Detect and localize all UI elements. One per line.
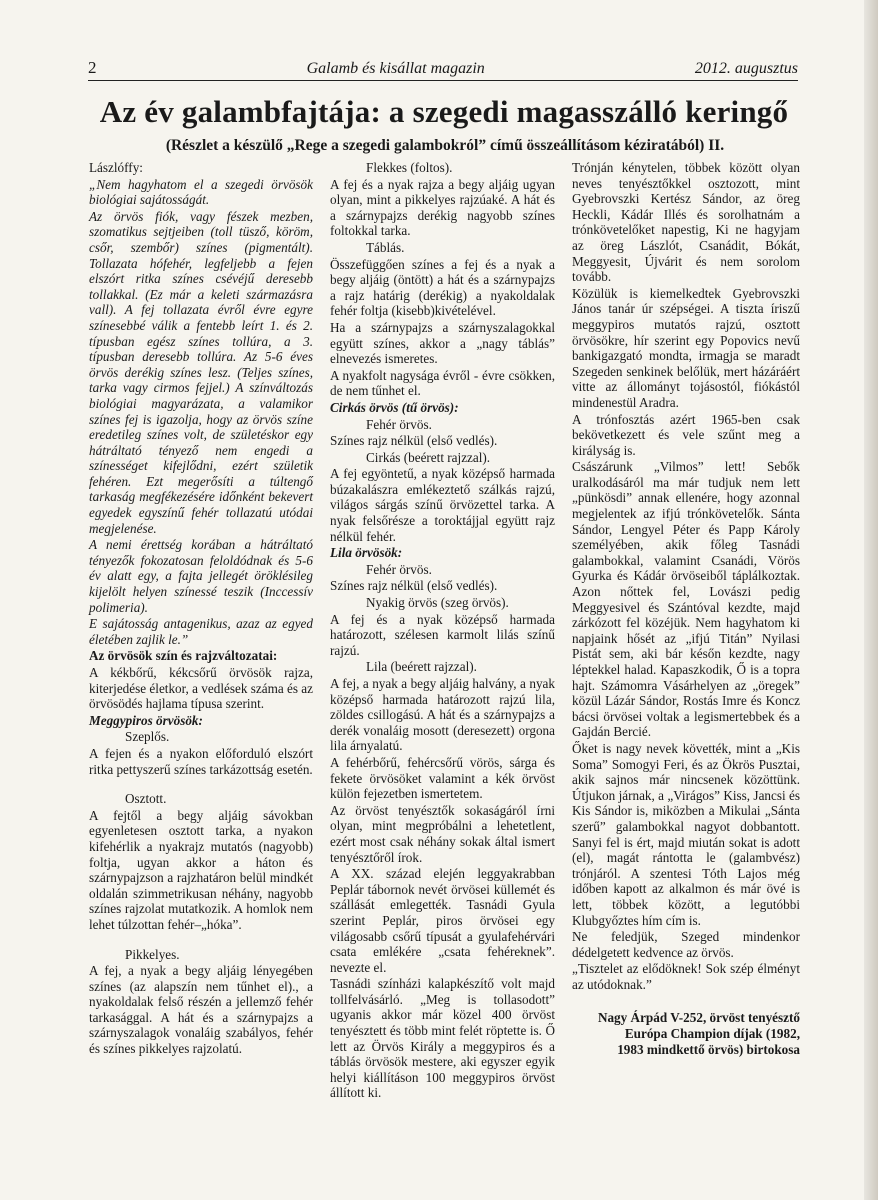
header-rule: [88, 80, 798, 81]
section-heading: Az örvösök szín és rajzváltozatai:: [89, 648, 278, 664]
issue-date: 2012. augusztus: [694, 60, 798, 77]
paragraph: Császárunk „Vilmos” lett! Sebők uralkodásáról ma már tudjuk nem lett „pünkösdi” annak ellenére, hogy azonnal megjelentek az ifjú trónkövetelők. Sánta Sándor, Lengyel Péter és Papp Károly személyében, akik főleg Tasnádi galambokkal, valamint Csanádi, Vörös Gyurka és Kádár örvöseiből táplálkoztak. Azon nőttek fel, Lovászi pedig Meggyesivel és Szántóval kezdte, majd zárkózott fel közéjük. Nem hagyhatom ki napjaink hősét az „ifjú Titán” Nyilasi Pistát sem, aki bár későn kezdte, nagy léptekkel halad. Kapaszkodik, Ő is a topra hajt. Számomra Vásárhelyen az „öregek” közül Lázár Sándor, Rostás Imre és Koncz bácsi örvösei voltak a legismertebbek és a Gajdán Bercié.: [572, 459, 800, 740]
paragraph: Színes rajz nélkül (első vedlés).: [330, 578, 498, 594]
subheading: Fehér örvös.: [366, 416, 432, 432]
paragraph: Az örvös fiók, vagy fészek mezben, szomatikus sejtjeiben (toll tüsző, köröm, csőr, szembőr) színes (pigmentált). Tollazata hófehér, legfeljebb a fejen elszórt ritka színes csévéjű deresebb tollakkal. (Ez már a keleti származásra vall). A fej tollazata évről évre egyre színesebbé válik a fentebb leírt 1. és 2. típusban egész színes tollúra, a 3. típusban deresebb tollúra. Az 5-6 éves örvös derékig színes lesz. (Teljes színes, tarka vagy cirmos fejjel.) A színváltozás biológiai magyarázata, a valamikor színes fej is igazolja, hogy az örvös színe eredetileg színes volt, de születéskor egy hátráltató tényező nem engedi a színességet kifejlődni, ezért születik fehéren. Ezt megerősíti a túltengő tarkaság megfékezésére időnként bekevert egyedek egyszínű fehér tollazatú utódai megjelenése.: [89, 208, 313, 536]
paragraph: A fejtől a begy aljáig sávokban egyenletesen osztott tarka, a nyakon kifehérlik a nyakrajz mutatós (nagyobb) foltja, ugyan akkor a háton és szárnypajzson a rajzhatáron belül mindkét oldalán szimmetrikusan néhány, nagyobb színes rajzolat mutatkozik. A homlok nem lehet túlzottan fehér–„hóka”.: [89, 807, 313, 932]
signature-line: Nagy Árpád V-252, örvöst tenyésztő: [597, 1010, 800, 1026]
paragraph: A kékbőrű, kékcsőrű örvösök rajza, kiterjedése életkor, a vedlések száma és az örvösödés hajlama típusa szerint.: [89, 665, 313, 712]
paragraph: A nyakfolt nagysága évről - évre csökken, de nem tűnhet el.: [330, 367, 555, 399]
paragraph: A fej, a nyak a begy aljáig halvány, a nyak középső harmada határozott rajzú lila, zöldes csillogású. A hát és a szárnypajzs a derék vonaláig mosott (deresezett) orgona lila árnyalatú.: [330, 676, 555, 754]
paragraph: A nemi érettség korában a hátráltató tényezők fokozatosan feloldódnak és 5-6 év alatt egy, a fajta jellegét öröklésileg kijelölt helyen színessé teszik (Inccessív polimeria).: [89, 537, 313, 615]
paragraph: Lászlóffy:: [89, 160, 143, 175]
paragraph: Őket is nagy nevek követték, mint a „Kis Soma” Somogyi Feri, és az Ökrös Pusztai, akik sajnos már nincsenek közöttünk. Útjukon járnak, a „Virágos” Kiss, Jancsi és Kis Sándor is, miközben a Mikulai „Sánta szerű” galambokkal nagyot dobbantott. Sanyi fel is ért, majd miután sokat is adott (el), magát rántotta le (galambvész) trónjáról. A szentesi Tóth Lajos még időben kapott az alkalmon és már övé is lett, többek között, a legutóbbi Klubgyőztes hím cím is.: [572, 740, 800, 928]
page-header: [88, 56, 798, 78]
paragraph: E sajátosság antagenikus, azaz az egyed életében zajlik le.”: [89, 616, 313, 647]
paragraph: Tasnádi színházi kalapkészítő volt majd tollfelvásárló. „Meg is tollasodott” ugyanis akkor már közel 400 örvöst tenyésztett és több mint felét röptette is. Ő lett az Örvös Király a meggypiros és a táblás örvösök mestere, aki egyszer egyik helyi kiállításon 100 meggypiros örvöst állított ki.: [330, 976, 555, 1101]
section-heading: Cirkás örvös (tű örvös):: [330, 399, 459, 415]
paragraph: „Tisztelet az elődöknek! Sok szép élményt az utódoknak.”: [572, 961, 800, 992]
author-signature: [572, 1010, 800, 1058]
paragraph: A fejen és a nyakon előforduló elszórt ritka pettyszerű színes tarkázottság esetén.: [89, 745, 313, 777]
paragraph: A fej és a nyak rajza a begy aljáig ugyan olyan, mint a pikkelyes rajzúaké. A hát és a szárnypajzs derékig nagyobb színes foltokkal tarka.: [330, 176, 555, 239]
paragraph: Ha a szárnypajzs a szárnyszalagokkal együtt színes, akkor a „nagy táblás” elnevezés ismeretes.: [330, 319, 555, 367]
article-title: Az év galambfajtája: a szegedi magasszálló keringő: [99, 94, 789, 129]
subheading: Cirkás (beérett rajzzal).: [366, 449, 491, 465]
paragraph: Trónján kénytelen, többek között olyan neves tenyésztőkkel osztozott, mint Gyebrovszki Kertész Sándor, az öreg Heckli, Kádár Illés és sorolhatnám a trónkövetelőket napestig, Ki ne hagyjam az öreg Lászlót, Csanádit, Bókát, Meggyesit, Újvárit és nem sorolom tovább.: [572, 160, 800, 285]
paragraph: A trónfosztás azért 1965-ben csak bekövetkezett és vele szűnt meg a királyság is.: [572, 411, 800, 458]
page-edge: [864, 0, 878, 1200]
paragraph: Az örvöst tenyésztők sokaságáról írni olyan, mint megpróbálni a lehetetlent, ezért most csak néhány sokak által ismert tenyésztőről írok.: [330, 802, 555, 865]
subheading: Szeplős.: [125, 729, 170, 745]
paragraph: „Nem hagyhatom el a szegedi örvösök biológiai sajátosságát.: [89, 176, 313, 208]
subheading: Flekkes (foltos).: [366, 160, 453, 175]
subheading: Táblás.: [366, 239, 405, 255]
paragraph: A fej, a nyak a begy aljáig lényegében színes (az alapszín nem tűnhet el)., a nyakoldalak felső részén a jellemző fehér tarkasággal. A hát és a szárnypajzs a szárnyszalagok vonaláig szabályos, fehér és színes pikkelyes rajzolatú.: [89, 963, 313, 1057]
paragraph: A XX. század elején leggyakrabban Peplár tábornok nevét örvösei küllemét és szállását emlegették. Tasnádi Gyula szerint Peplár, piros örvösei egy világosabb csőrű típusát a gyulafehérvári csata emlékére „csata fehéreknek”. nevezte el.: [330, 866, 555, 975]
column-2: [330, 160, 555, 1102]
subheading: Osztott.: [125, 791, 167, 807]
subheading: Lila (beérett rajzzal).: [366, 659, 477, 675]
section-heading: Meggypiros örvösök:: [89, 712, 203, 728]
paragraph: A fej és a nyak középső harmada határozott, szélesen karmolt lilás színű rajzú.: [330, 611, 555, 658]
subheading: Nyakig örvös (szeg örvös).: [366, 595, 509, 611]
signature-line: Európa Champion díjak (1982,: [624, 1026, 800, 1042]
paragraph: Közülük is kiemelkedtek Gyebrovszki János tanár úr szépségei. A tiszta íriszű meggypiros mutatós rajzú, osztott örvösökre, hír szerint egy Popovics nevű bankigazgató mondta, irmagja se maradt Szegeden senkinek belőlük, mert házáráért vitte az állományt tojásostól, fiókástól mindenestül Aradra.: [572, 285, 800, 410]
subheading: Pikkelyes.: [125, 946, 180, 962]
paragraph: Összefüggően színes a fej és a nyak a begy aljáig (öntött) a hát és a szárnypajzs a rajz határig (derékig) a nyakoldalak fehér foltja (kisebb)kivételével.: [330, 256, 555, 319]
page-number: 2: [88, 58, 97, 77]
subheading: Fehér örvös.: [366, 561, 432, 577]
magazine-name: Galamb és kisállat magazin: [306, 60, 485, 77]
column-3: [572, 160, 800, 1058]
section-heading: Lila örvösök:: [330, 545, 403, 561]
paragraph: A fej egyöntetű, a nyak középső harmada búzakalászra emlékeztető szálkás rajzú, világos sárgás színű örvözettel tarka. A nyak felsőrésze a toroktájjal együtt rajz nélkül fehér.: [330, 466, 555, 544]
paragraph: Színes rajz nélkül (első vedlés).: [330, 433, 498, 449]
paragraph: Ne feledjük, Szeged mindenkor dédelgetett kedvence az örvös.: [572, 929, 800, 960]
article-subtitle: (Részlet a készülő „Rege a szegedi galambokról” című összeállításom kéziratából) II.: [165, 137, 725, 154]
paragraph: A fehérbőrű, fehércsőrű vörös, sárga és fekete örvösöket valamint a kék örvöst külön fejezetben ismertetem.: [330, 754, 555, 802]
signature-line: 1983 mindkettő örvös) birtokosa: [617, 1042, 800, 1058]
column-1: [89, 160, 313, 1058]
